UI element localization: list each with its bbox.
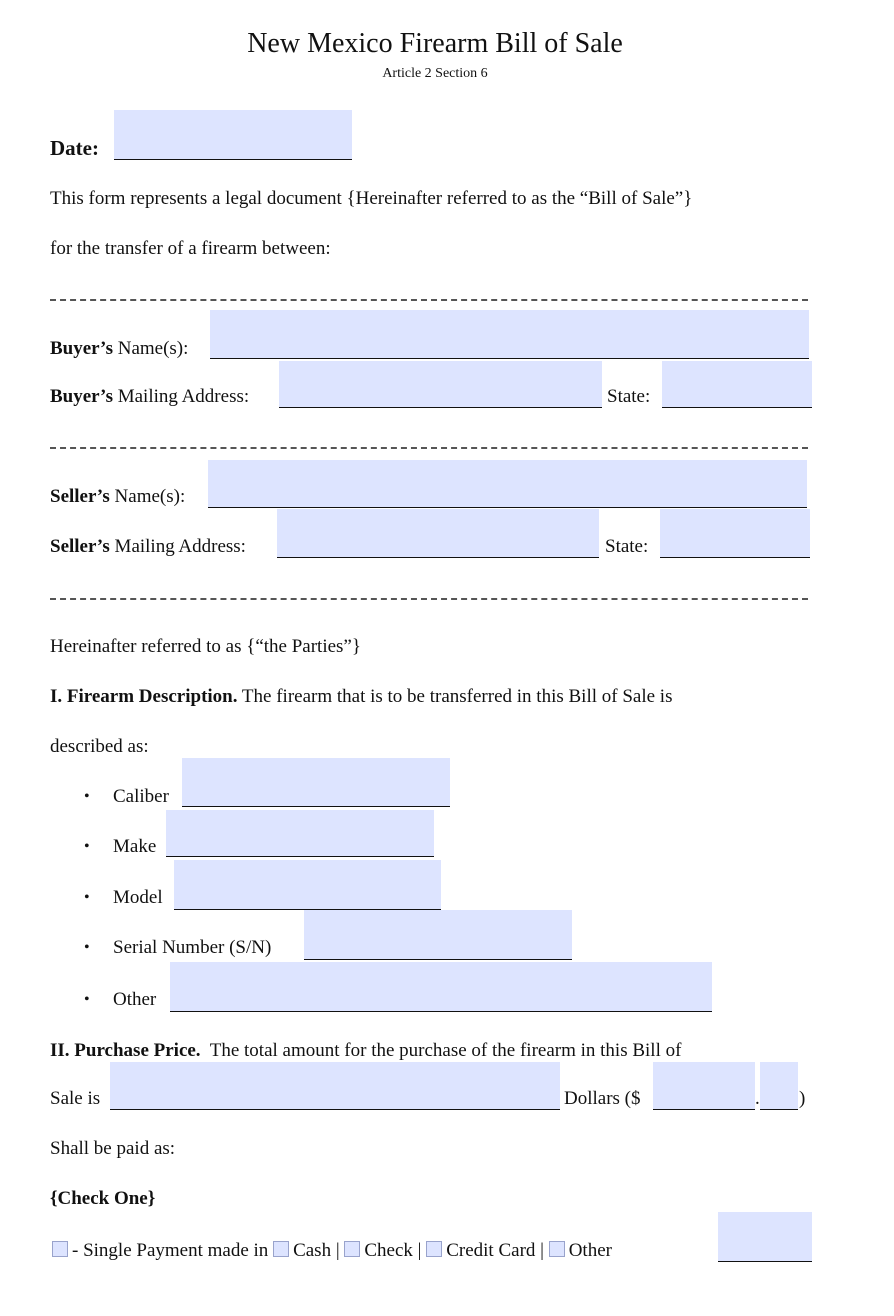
bullet-other: • — [84, 991, 90, 1008]
buyer-address-field[interactable] — [279, 361, 602, 408]
model-field[interactable] — [174, 860, 441, 910]
intro-line-1: This form represents a legal document {Hereinafter referred to as the “Bill of Sale”} — [50, 188, 693, 209]
buyer-name-label: Buyer’s Name(s): — [50, 338, 189, 359]
buyer-address-label: Buyer’s Mailing Address: — [50, 386, 250, 407]
firearm-description-paragraph: I. Firearm Description. The firearm that is to be transferred in this Bill of Sale is — [50, 686, 673, 707]
serial-number-label: Serial Number (S/N) — [113, 937, 272, 958]
other-payment-field[interactable] — [718, 1212, 812, 1262]
caliber-label: Caliber — [113, 786, 169, 807]
seller-state-label: State: — [605, 536, 649, 557]
single-payment-label: - Single Payment made in — [72, 1240, 269, 1261]
buyer-state-label: State: — [607, 386, 651, 407]
cash-checkbox[interactable] — [273, 1241, 289, 1257]
bullet-caliber: • — [84, 788, 90, 805]
document-title: New Mexico Firearm Bill of Sale — [247, 28, 623, 59]
seller-name-label: Seller’s Name(s): — [50, 486, 186, 507]
check-label: Check | — [364, 1240, 422, 1261]
seller-address-field[interactable] — [277, 509, 599, 558]
caliber-field[interactable] — [182, 758, 450, 807]
seller-name-field[interactable] — [208, 460, 807, 508]
single-payment-checkbox[interactable] — [52, 1241, 68, 1257]
close-paren: ) — [799, 1088, 806, 1109]
make-field[interactable] — [166, 810, 434, 857]
bullet-model: • — [84, 889, 90, 906]
check-one-text: {Check One} — [50, 1188, 156, 1209]
document-subtitle: Article 2 Section 6 — [382, 66, 488, 81]
dollars-label: Dollars ($ — [564, 1088, 641, 1109]
divider-2 — [50, 447, 808, 449]
sale-is-label: Sale is — [50, 1088, 101, 1109]
buyer-state-field[interactable] — [662, 361, 812, 408]
purchase-price-paragraph: II. Purchase Price. The total amount for the purchase of the firearm in this Bill of — [50, 1040, 682, 1061]
intro-line-2: for the transfer of a firearm between: — [50, 238, 331, 259]
parties-text: Hereinafter referred to as {“the Parties”} — [50, 636, 361, 657]
bullet-serial: • — [84, 939, 90, 956]
seller-address-label: Seller’s Mailing Address: — [50, 536, 246, 557]
amount-words-field[interactable] — [110, 1062, 560, 1110]
divider-1 — [50, 299, 808, 301]
cash-label: Cash | — [293, 1240, 340, 1261]
serial-number-field[interactable] — [304, 910, 572, 960]
dollars-field[interactable] — [653, 1062, 755, 1110]
payment-options-row — [52, 1240, 612, 1262]
other-payment-label: Other — [568, 1240, 612, 1261]
bullet-make: • — [84, 838, 90, 855]
credit-card-checkbox[interactable] — [426, 1241, 442, 1257]
other-description-field[interactable] — [170, 962, 712, 1012]
other-label: Other — [113, 989, 157, 1010]
credit-card-label: Credit Card | — [446, 1240, 544, 1261]
date-field[interactable] — [114, 110, 352, 160]
make-label: Make — [113, 836, 157, 857]
other-payment-checkbox[interactable] — [549, 1241, 565, 1257]
described-as-text: described as: — [50, 736, 149, 757]
date-label: Date: — [50, 136, 99, 160]
seller-state-field[interactable] — [660, 509, 810, 558]
decimal-point: . — [755, 1088, 760, 1109]
buyer-name-field[interactable] — [210, 310, 809, 359]
divider-3 — [50, 598, 808, 600]
paid-as-text: Shall be paid as: — [50, 1138, 176, 1159]
check-checkbox[interactable] — [344, 1241, 360, 1257]
cents-field[interactable] — [760, 1062, 798, 1110]
model-label: Model — [113, 887, 163, 908]
